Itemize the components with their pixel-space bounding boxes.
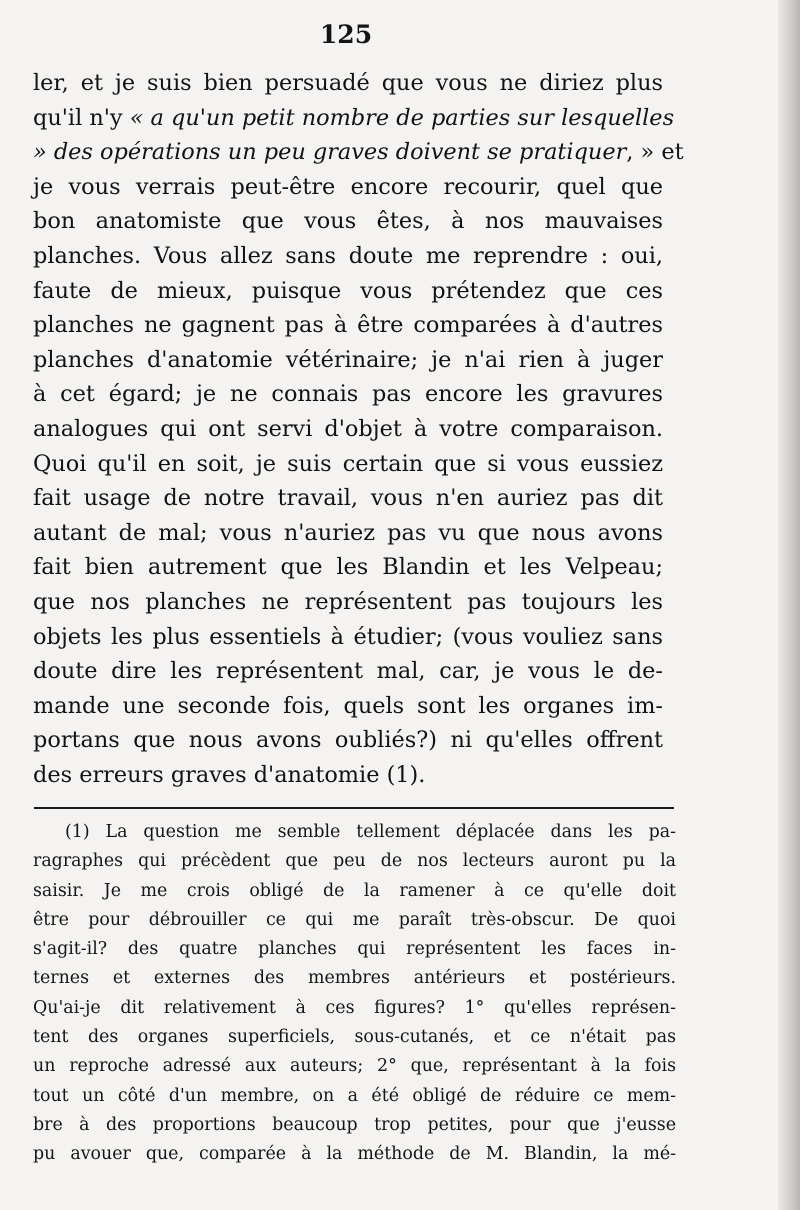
footnote-separator-rule	[34, 807, 674, 809]
text-line: analogues qui ont servi d'objet à votre comparaison.	[33, 415, 663, 442]
text-line: planches. Vous allez sans doute me reprendre : oui,	[33, 242, 663, 269]
footnote-line: saisir. Je me crois obligé de la ramener à ce qu'elle doit	[33, 880, 676, 901]
italic-quote: « a qu'un petit nombre de parties sur lesquelles	[129, 104, 675, 131]
text-line: Quoi qu'il en soit, je suis certain que si vous eussiez	[33, 450, 663, 477]
text-line: planches ne gagnent pas à être comparées à d'autres	[33, 312, 663, 339]
footnote-line: tout un côté d'un membre, on a été obligé de réduire ce mem-	[33, 1085, 676, 1106]
text-line	[33, 101, 675, 136]
text-segment: , » et	[626, 139, 684, 166]
text-line: objets les plus essentiels à étudier; (vous vouliez sans	[33, 623, 663, 650]
footnote-block	[33, 818, 676, 1170]
footnote-line: être pour débrouiller ce qui me paraît très-obscur. De quoi	[33, 909, 676, 930]
text-line: je vous verrais peut-être encore recourir, quel que	[33, 173, 663, 200]
text-line: faute de mieux, puisque vous prétendez que ces	[33, 277, 663, 304]
footnote-line: Qu'ai-je dit relativement à ces figures? 1° qu'elles représen-	[33, 997, 676, 1018]
italic-quote: » des opérations un peu graves doivent se pratiquer	[33, 139, 627, 166]
text-line: ler, et je suis bien persuadé que vous ne diriez plus	[33, 70, 663, 96]
footnote-line: s'agit-il? des quatre planches qui représentent les faces in-	[33, 939, 676, 960]
text-line: fait usage de notre travail, vous n'en auriez pas dit	[33, 485, 663, 512]
text-line: à cet égard; je ne connais pas encore les gravures	[33, 381, 663, 408]
text-line	[33, 135, 684, 170]
text-line: bon anatomiste que vous êtes, à nos mauvaises	[33, 208, 663, 235]
page-edge-shadow	[778, 0, 800, 1210]
footnote-line: (1) La question me semble tellement déplacée dans les pa-	[65, 822, 676, 842]
footnote-line: tent des organes superficiels, sous-cutanés, et ce n'était pas	[33, 1027, 676, 1048]
text-line: des erreurs graves d'anatomie (1).	[33, 761, 426, 788]
footnote-line: pu avouer que, comparée à la méthode de M. Blandin, la mé-	[33, 1144, 676, 1165]
text-line: fait bien autrement que les Blandin et les Velpeau;	[33, 554, 663, 581]
footnote-line: ternes et externes des membres antérieurs et postérieurs.	[33, 968, 676, 989]
footnote-line: bre à des proportions beaucoup trop petites, pour que j'eusse	[33, 1114, 676, 1135]
page-number: 125	[319, 20, 373, 49]
text-line: doute dire les représentent mal, car, je vous le de-	[33, 658, 663, 685]
footnote-line: un reproche adressé aux auteurs; 2° que, représentant à la fois	[33, 1056, 676, 1077]
text-line: autant de mal; vous n'auriez pas vu que nous avons	[33, 519, 663, 546]
text-segment: qu'il n'y	[33, 104, 130, 131]
text-line: mande une seconde fois, quels sont les organes im-	[33, 692, 663, 719]
main-text-block	[33, 66, 684, 792]
text-line: planches d'anatomie vétérinaire; je n'ai rien à juger	[33, 346, 663, 373]
text-line: que nos planches ne représentent pas toujours les	[33, 588, 663, 615]
footnote-line: ragraphes qui précèdent que peu de nos lecteurs auront pu la	[33, 851, 676, 872]
text-line: portans que nous avons oubliés?) ni qu'elles offrent	[33, 727, 663, 754]
